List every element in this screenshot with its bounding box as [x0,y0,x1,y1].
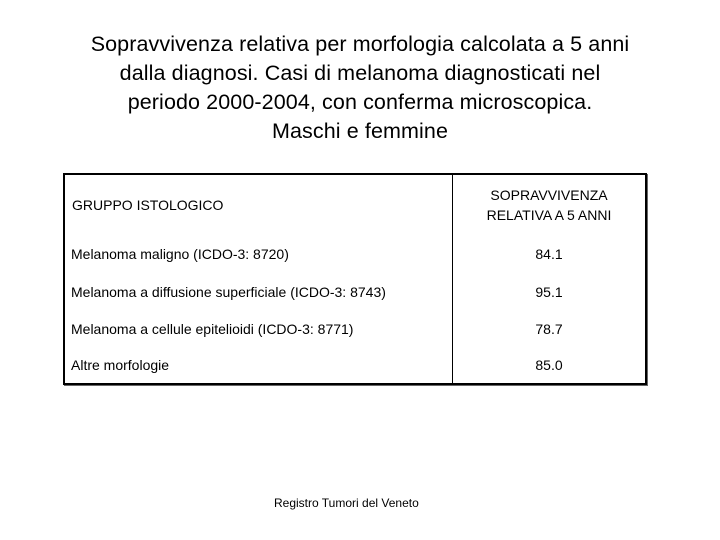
table-row-label: Melanoma a cellule epitelioidi (ICDO-3: 8771) [71,321,354,337]
title-line: dalla diagnosi. Casi di melanoma diagnosticati nel [119,61,601,85]
column-divider [452,175,453,383]
table-row-value: 95.1 [535,284,563,300]
table-row-label: Altre morfologie [71,357,170,373]
header-survival-line: RELATIVA A 5 ANNI [486,207,612,223]
source-footer: Registro Tumori del Veneto [274,496,419,510]
header-survival [455,185,643,225]
table-row-value: 78.7 [535,321,563,337]
table-row-value: 84.1 [535,246,563,262]
title-line: Maschi e femmine [271,119,449,143]
table-row-value: 85.0 [535,357,563,373]
slide-title [20,30,700,146]
table-row-label: Melanoma a diffusione superficiale (ICDO-3: 8743) [71,284,386,300]
header-survival-line: SOPRAVVIVENZA [490,187,608,203]
table-row-label: Melanoma maligno (ICDO-3: 8720) [71,246,289,262]
title-line: Sopravvivenza relativa per morfologia calcolata a 5 anni [90,32,630,56]
header-group: GRUPPO ISTOLOGICO [72,197,224,213]
title-line: periodo 2000-2004, con conferma microscopica. [127,90,593,114]
